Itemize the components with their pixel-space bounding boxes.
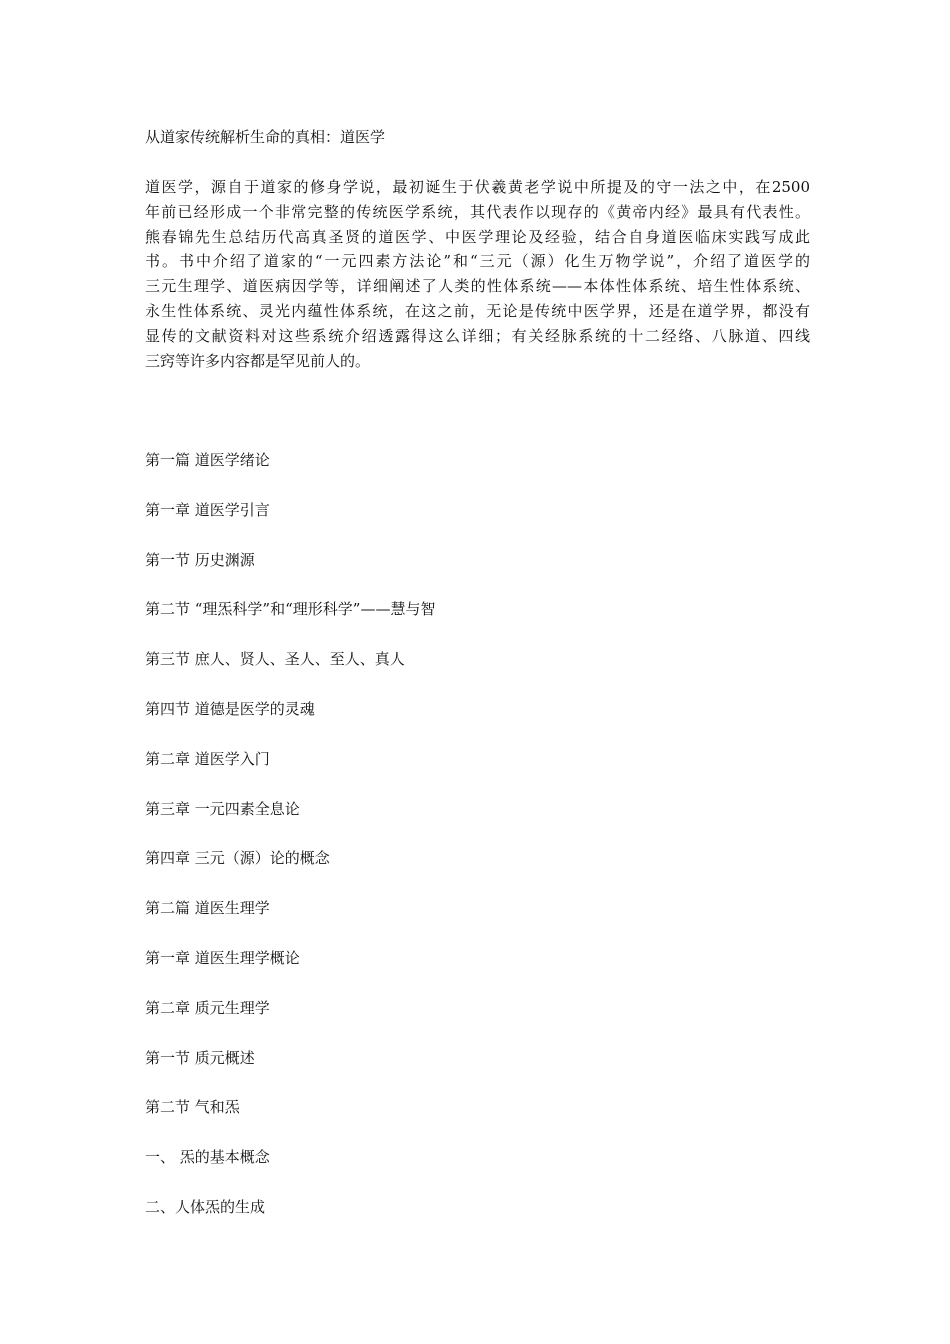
intro-line: 显传的文献资料对这些系统介绍透露得这么详细；有关经脉系统的十二经络、八脉道、四线 xyxy=(145,326,810,345)
toc-entry: 第二节 气和炁 xyxy=(145,1098,240,1117)
toc-entry: 第三节 庶人、贤人、圣人、至人、真人 xyxy=(145,650,405,669)
intro-line: 三窍等许多内容都是罕见前人的。 xyxy=(145,351,371,370)
intro-line: 道医学，源自于道家的修身学说，最初诞生于伏羲黄老学说中所提及的守一法之中，在2500 xyxy=(145,178,810,196)
toc-entry: 第一章 道医学引言 xyxy=(145,500,270,519)
toc-entry: 第一篇 道医学绪论 xyxy=(145,451,270,469)
toc-entry: 第二章 质元生理学 xyxy=(145,998,270,1017)
toc-entry: 一、 炁的基本概念 xyxy=(145,1148,270,1167)
document-title: 从道家传统解析生命的真相：道医学 xyxy=(145,128,386,146)
intro-line: 书。书中介绍了道家的“一元四素方法论”和“三元（源）化生万物学说”，介绍了道医学的 xyxy=(145,252,810,271)
toc-entry: 第一节 历史渊源 xyxy=(145,550,255,569)
toc-entry: 第四节 道德是医学的灵魂 xyxy=(145,699,315,718)
intro-line: 永生性体系统、灵光内蕴性体系统，在这之前，无论是传统中医学界，还是在道学界，都没有 xyxy=(145,301,810,320)
intro-paragraph xyxy=(145,175,810,373)
toc-entry: 第一章 道医生理学概论 xyxy=(145,948,300,967)
table-of-contents xyxy=(145,449,805,1246)
toc-entry: 第二篇 道医生理学 xyxy=(145,899,270,918)
intro-line: 熊春锦先生总结历代高真圣贤的道医学、中医学理论及经验，结合自身道医临床实践写成此 xyxy=(145,227,810,246)
toc-entry: 第一节 质元概述 xyxy=(145,1048,255,1067)
toc-entry: 第二节 “理炁科学”和“理形科学”——慧与智 xyxy=(145,600,436,619)
intro-line: 三元生理学、道医病因学等，详细阐述了人类的性体系统——本体性体系统、培生性体系统、 xyxy=(145,277,810,296)
toc-entry: 第四章 三元（源）论的概念 xyxy=(145,849,330,868)
intro-line: 年前已经形成一个非常完整的传统医学系统，其代表作以现存的《黄帝内经》最具有代表性。 xyxy=(145,202,810,221)
toc-entry: 第二章 道医学入门 xyxy=(145,749,270,768)
toc-entry: 第三章 一元四素全息论 xyxy=(145,799,300,818)
toc-entry: 二、人体炁的生成 xyxy=(145,1197,266,1216)
